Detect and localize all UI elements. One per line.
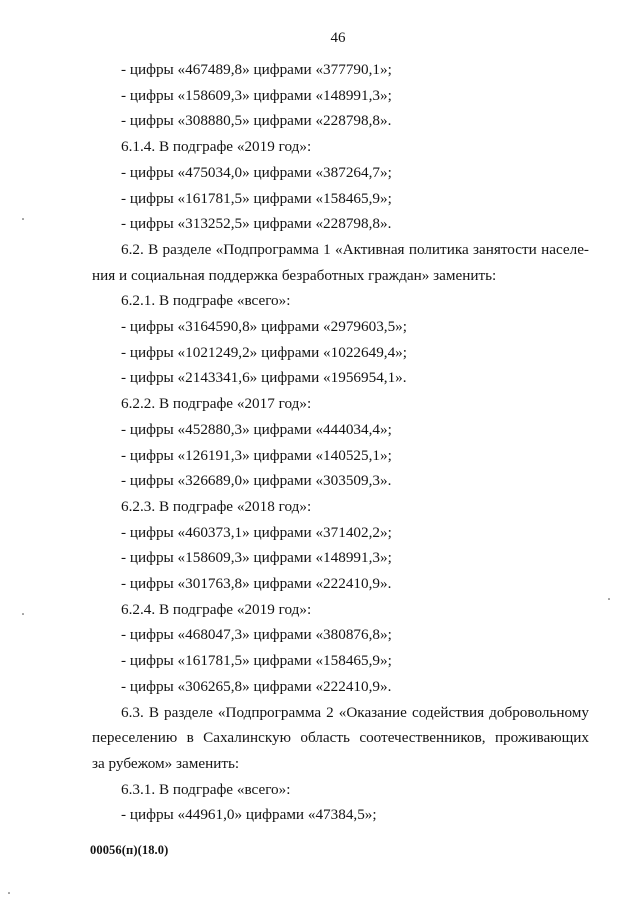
list-item: - цифры «301763,8» цифрами «222410,9».: [121, 575, 392, 593]
list-item: - цифры «467489,8» цифрами «377790,1»;: [121, 61, 392, 78]
scan-speck: [22, 218, 24, 220]
section-paragraph-line: 6.3. В разделе «Подпрограмма 2 «Оказание содействия добровольному: [121, 703, 589, 721]
list-item: - цифры «475034,0» цифрами «387264,7»;: [121, 163, 392, 181]
section-paragraph-line: переселению в Сахалинскую область соотечественников, проживающих: [92, 729, 589, 747]
list-item: - цифры «161781,5» цифрами «158465,9»;: [121, 189, 392, 207]
subsection-heading: 6.2.2. В подграфе «2017 год»:: [121, 395, 312, 413]
list-item: - цифры «313252,5» цифрами «228798,8».: [121, 215, 392, 233]
list-item: - цифры «468047,3» цифрами «380876,8»;: [121, 626, 392, 644]
list-item: - цифры «158609,3» цифрами «148991,3»;: [121, 549, 392, 567]
page-number: 46: [330, 30, 346, 46]
list-item: - цифры «3164590,8» цифрами «2979603,5»;: [121, 318, 407, 336]
subsection-heading: 6.3.1. В подграфе «всего»:: [121, 780, 291, 798]
list-item: - цифры «1021249,2» цифрами «1022649,4»;: [121, 343, 407, 361]
document-body: [92, 57, 589, 828]
list-item: - цифры «308880,5» цифрами «228798,8».: [121, 112, 392, 130]
list-item: - цифры «126191,3» цифрами «140525,1»;: [121, 446, 392, 464]
subsection-heading: 6.2.1. В подграфе «всего»:: [121, 292, 291, 310]
list-item: - цифры «158609,3» цифрами «148991,3»;: [121, 86, 392, 104]
list-item: - цифры «306265,8» цифрами «222410,9».: [121, 677, 392, 695]
section-paragraph-line: за рубежом» заменить:: [92, 754, 240, 772]
subsection-heading: 6.2.3. В подграфе «2018 год»:: [121, 497, 312, 515]
section-paragraph-line: ния и социальная поддержка безработных граждан» заменить:: [92, 266, 497, 284]
scan-speck: [608, 598, 610, 600]
scan-speck: [22, 613, 24, 615]
list-item: - цифры «326689,0» цифрами «303509,3».: [121, 472, 392, 490]
list-item: - цифры «2143341,6» цифрами «1956954,1».: [121, 369, 407, 387]
scan-speck: [8, 892, 10, 894]
section-paragraph-line: 6.2. В разделе «Подпрограмма 1 «Активная политика занятости населе-: [121, 240, 589, 258]
list-item: - цифры «44961,0» цифрами «47384,5»;: [121, 806, 377, 824]
list-item: - цифры «460373,1» цифрами «371402,2»;: [121, 523, 392, 541]
list-item: - цифры «452880,3» цифрами «444034,4»;: [121, 420, 392, 438]
list-item: - цифры «161781,5» цифрами «158465,9»;: [121, 652, 392, 670]
subsection-heading: 6.2.4. В подграфе «2019 год»:: [121, 600, 312, 618]
subsection-heading: 6.1.4. В подграфе «2019 год»:: [121, 138, 312, 156]
document-code: 00056(п)(18.0): [90, 843, 169, 857]
